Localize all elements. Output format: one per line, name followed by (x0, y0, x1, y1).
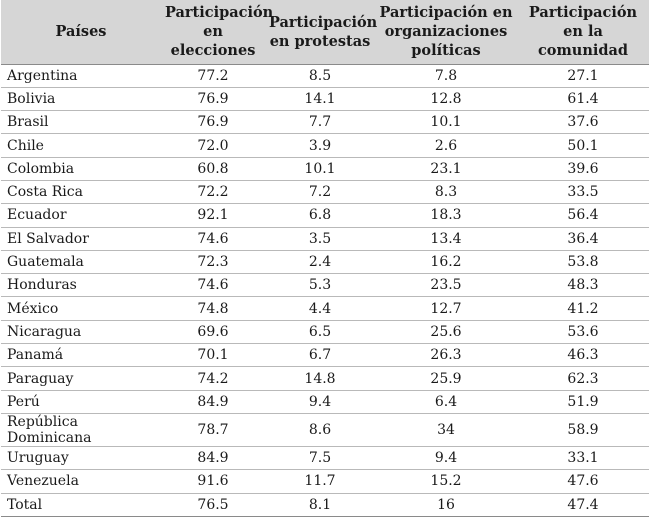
country-cell: Costa Rica (1, 180, 161, 203)
country-cell: Colombia (1, 157, 161, 180)
protestas-cell: 14.8 (265, 367, 375, 390)
organizaciones-cell: 10.1 (375, 111, 517, 134)
protestas-cell: 6.8 (265, 204, 375, 227)
organizaciones-cell: 16 (375, 493, 517, 516)
country-cell: Guatemala (1, 250, 161, 273)
elecciones-cell: 76.9 (161, 87, 265, 110)
table-row (1, 320, 649, 343)
table-body (1, 64, 649, 516)
table-row (1, 413, 649, 446)
protestas-cell: 11.7 (265, 470, 375, 493)
comunidad-cell: 51.9 (517, 390, 649, 413)
organizaciones-cell: 16.2 (375, 250, 517, 273)
protestas-cell: 6.5 (265, 320, 375, 343)
organizaciones-cell: 26.3 (375, 344, 517, 367)
country-cell: Paraguay (1, 367, 161, 390)
table-row (1, 390, 649, 413)
table-row (1, 180, 649, 203)
organizaciones-cell: 18.3 (375, 204, 517, 227)
table-row (1, 493, 649, 516)
header-comunidad: Participación en la comunidad (517, 0, 649, 64)
organizaciones-cell: 8.3 (375, 180, 517, 203)
protestas-cell: 5.3 (265, 274, 375, 297)
comunidad-cell: 48.3 (517, 274, 649, 297)
header-elecciones: Participación en elecciones (161, 0, 265, 64)
protestas-cell: 9.4 (265, 390, 375, 413)
comunidad-cell: 27.1 (517, 64, 649, 87)
organizaciones-cell: 34 (375, 413, 517, 446)
country-cell: El Salvador (1, 227, 161, 250)
country-cell: Brasil (1, 111, 161, 134)
organizaciones-cell: 9.4 (375, 446, 517, 469)
table-row (1, 157, 649, 180)
comunidad-cell: 53.6 (517, 320, 649, 343)
protestas-cell: 4.4 (265, 297, 375, 320)
elecciones-cell: 60.8 (161, 157, 265, 180)
table-row (1, 367, 649, 390)
elecciones-cell: 72.2 (161, 180, 265, 203)
table-row (1, 274, 649, 297)
country-cell: Ecuador (1, 204, 161, 227)
table-row (1, 297, 649, 320)
protestas-cell: 8.1 (265, 493, 375, 516)
elecciones-cell: 84.9 (161, 446, 265, 469)
elecciones-cell: 74.8 (161, 297, 265, 320)
organizaciones-cell: 2.6 (375, 134, 517, 157)
country-cell: Panamá (1, 344, 161, 367)
comunidad-cell: 41.2 (517, 297, 649, 320)
elecciones-cell: 74.2 (161, 367, 265, 390)
comunidad-cell: 33.5 (517, 180, 649, 203)
table-row (1, 134, 649, 157)
protestas-cell: 7.7 (265, 111, 375, 134)
organizaciones-cell: 15.2 (375, 470, 517, 493)
elecciones-cell: 84.9 (161, 390, 265, 413)
comunidad-cell: 47.4 (517, 493, 649, 516)
table-row (1, 344, 649, 367)
comunidad-cell: 61.4 (517, 87, 649, 110)
header-paises: Países (1, 0, 161, 64)
comunidad-cell: 37.6 (517, 111, 649, 134)
table-row (1, 470, 649, 493)
comunidad-cell: 56.4 (517, 204, 649, 227)
elecciones-cell: 77.2 (161, 64, 265, 87)
comunidad-cell: 33.1 (517, 446, 649, 469)
country-cell: Honduras (1, 274, 161, 297)
protestas-cell: 14.1 (265, 87, 375, 110)
country-cell: Total (1, 493, 161, 516)
comunidad-cell: 58.9 (517, 413, 649, 446)
organizaciones-cell: 12.8 (375, 87, 517, 110)
organizaciones-cell: 23.1 (375, 157, 517, 180)
country-cell: México (1, 297, 161, 320)
protestas-cell: 2.4 (265, 250, 375, 273)
organizaciones-cell: 7.8 (375, 64, 517, 87)
country-cell: Argentina (1, 64, 161, 87)
header-protestas: Participación en protestas (265, 0, 375, 64)
organizaciones-cell: 25.6 (375, 320, 517, 343)
country-cell: República Dominicana (1, 413, 161, 446)
country-cell: Chile (1, 134, 161, 157)
country-cell: Nicaragua (1, 320, 161, 343)
elecciones-cell: 74.6 (161, 274, 265, 297)
protestas-cell: 10.1 (265, 157, 375, 180)
country-cell: Uruguay (1, 446, 161, 469)
header-organizaciones: Participación en organizaciones políticas (375, 0, 517, 64)
comunidad-cell: 50.1 (517, 134, 649, 157)
table-row (1, 446, 649, 469)
table-row (1, 250, 649, 273)
table-row (1, 87, 649, 110)
table-row (1, 111, 649, 134)
table-row (1, 227, 649, 250)
protestas-cell: 8.6 (265, 413, 375, 446)
protestas-cell: 3.5 (265, 227, 375, 250)
comunidad-cell: 46.3 (517, 344, 649, 367)
table-header (1, 0, 649, 64)
country-cell: Perú (1, 390, 161, 413)
participation-table (1, 0, 649, 517)
elecciones-cell: 76.9 (161, 111, 265, 134)
header-row (1, 0, 649, 64)
protestas-cell: 7.5 (265, 446, 375, 469)
protestas-cell: 8.5 (265, 64, 375, 87)
comunidad-cell: 62.3 (517, 367, 649, 390)
organizaciones-cell: 12.7 (375, 297, 517, 320)
elecciones-cell: 70.1 (161, 344, 265, 367)
organizaciones-cell: 23.5 (375, 274, 517, 297)
elecciones-cell: 72.3 (161, 250, 265, 273)
elecciones-cell: 74.6 (161, 227, 265, 250)
organizaciones-cell: 6.4 (375, 390, 517, 413)
comunidad-cell: 36.4 (517, 227, 649, 250)
elecciones-cell: 78.7 (161, 413, 265, 446)
elecciones-cell: 72.0 (161, 134, 265, 157)
elecciones-cell: 92.1 (161, 204, 265, 227)
protestas-cell: 3.9 (265, 134, 375, 157)
elecciones-cell: 91.6 (161, 470, 265, 493)
table-row (1, 204, 649, 227)
protestas-cell: 6.7 (265, 344, 375, 367)
protestas-cell: 7.2 (265, 180, 375, 203)
elecciones-cell: 69.6 (161, 320, 265, 343)
organizaciones-cell: 25.9 (375, 367, 517, 390)
organizaciones-cell: 13.4 (375, 227, 517, 250)
country-cell: Bolivia (1, 87, 161, 110)
table-row (1, 64, 649, 87)
elecciones-cell: 76.5 (161, 493, 265, 516)
comunidad-cell: 53.8 (517, 250, 649, 273)
comunidad-cell: 47.6 (517, 470, 649, 493)
comunidad-cell: 39.6 (517, 157, 649, 180)
country-cell: Venezuela (1, 470, 161, 493)
